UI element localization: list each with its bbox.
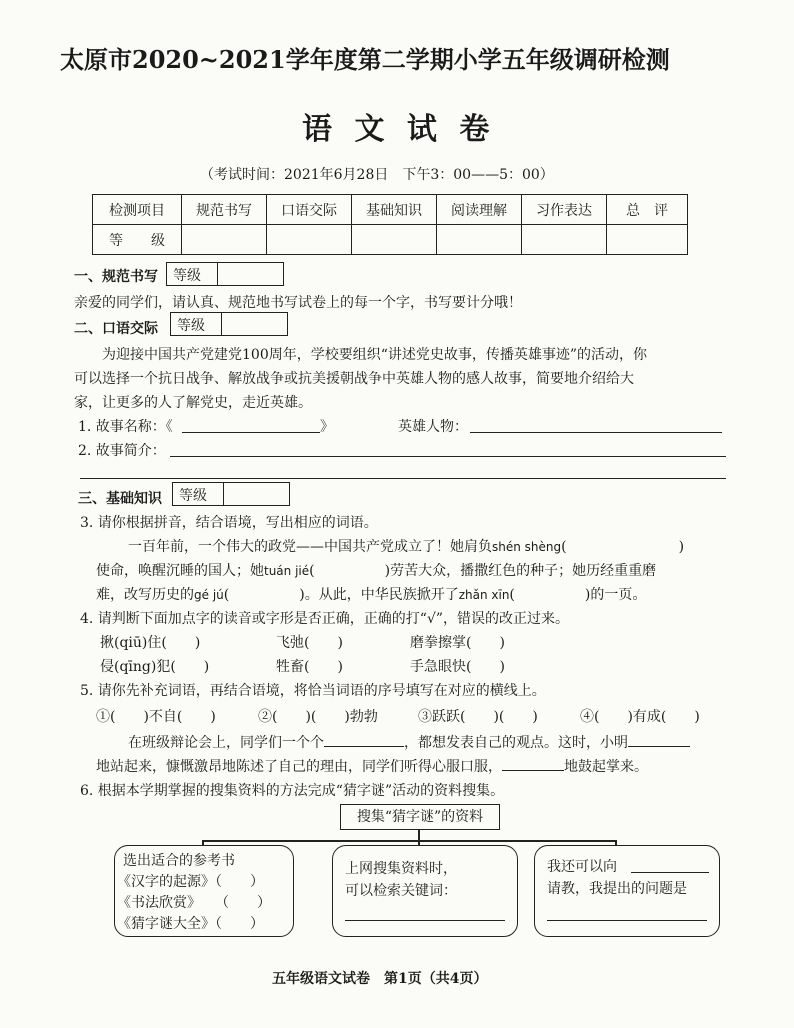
q5-word-1[interactable]: [96, 706, 216, 726]
q5-text: 地鼓起掌来。: [564, 759, 648, 775]
grade-cell[interactable]: [522, 225, 607, 255]
grade-cell[interactable]: [352, 225, 437, 255]
q5-word-text: )勃勃: [344, 709, 378, 725]
grade-header-cell: 口语交际: [267, 195, 352, 225]
pinyin: shén shèng: [492, 540, 562, 554]
q3-text: 劳苦大众，播撒红色的种子；她历经重重磨: [390, 563, 657, 579]
grade-header-cell: 总 评: [607, 195, 688, 225]
grade-label: 等级: [177, 318, 205, 334]
q5-word-text: )(: [305, 709, 317, 725]
subject-title: 语 文 试 卷: [302, 112, 496, 147]
grade-header-cell: 检测项目: [93, 195, 182, 225]
exam-time: （考试时间：2021年6月28日 下午3：00——5：00）: [200, 167, 554, 183]
diagram-title-box: [340, 804, 500, 830]
q5-word-text: )不自(: [143, 709, 183, 725]
q3-text: 一百年前，一个伟大的政党——中国共产党成立了！她肩负: [128, 539, 492, 555]
exam-title: 太原市2020~2021学年度第二学期小学五年级调研检测: [60, 45, 670, 74]
section3-title: 三、基础知识: [78, 491, 162, 507]
q4-item[interactable]: 揪(qiū)住( ): [100, 635, 201, 651]
q5-word-text: ②(: [258, 709, 278, 725]
q5-text: ，都想发表自己的观点。这时，小明: [404, 735, 628, 751]
online-search-line1: 上网搜集资料时，: [345, 861, 457, 877]
question-input[interactable]: [547, 920, 707, 921]
grade-header-cell: 规范书写: [182, 195, 267, 225]
grade-table: [92, 194, 688, 255]
book-title: 《汉字的起源》: [117, 874, 215, 890]
grade-header-cell: 习作表达: [522, 195, 607, 225]
section3-grade-box[interactable]: [172, 482, 290, 506]
q3-line2: [96, 560, 656, 580]
reference-books-title: 选出适合的参考书: [123, 853, 235, 869]
section1-title: 一、规范书写: [74, 269, 158, 285]
section2-paragraph-line: 家，让更多的人了解党史，走近英雄。: [74, 395, 312, 411]
diagram-title: 搜集“猜字谜”的资料: [356, 809, 484, 825]
story-name-close: 》: [320, 419, 334, 435]
reference-book-item[interactable]: 《猜字谜大全》（ ）: [117, 916, 264, 932]
answer-blank[interactable]: [628, 745, 690, 747]
answer-blank[interactable]: [324, 745, 404, 747]
section1-grade-box[interactable]: [166, 262, 284, 286]
q5-word-2[interactable]: [258, 706, 378, 726]
grade-table-header-row: [93, 195, 688, 225]
grade-header-cell: 基础知识: [352, 195, 437, 225]
hero-input[interactable]: [470, 432, 722, 433]
q4-item[interactable]: 牲畜( ): [276, 659, 343, 675]
pinyin: tuán jié: [264, 564, 310, 578]
q3-line3: [96, 584, 646, 604]
story-intro-label: 2. 故事简介：: [78, 443, 166, 459]
grade-cell[interactable]: [182, 225, 267, 255]
q5-paragraph-line1: [128, 732, 690, 752]
q5-word-text: ): [694, 709, 700, 725]
q5-word-text: ): [210, 709, 216, 725]
q5-word-text: ④(: [580, 709, 600, 725]
ask-person-input[interactable]: [631, 872, 709, 873]
q4-item[interactable]: 磨拳擦掌( ): [410, 635, 505, 651]
book-title: 《猜字谜大全》: [117, 916, 215, 932]
grade-cell[interactable]: [267, 225, 352, 255]
pinyin: gé jú: [194, 588, 224, 602]
pinyin: zhǎn xīn: [458, 588, 510, 602]
grade-cell[interactable]: [607, 225, 688, 255]
q4-item[interactable]: 侵(qīng)犯( ): [100, 659, 210, 675]
q5-word-3[interactable]: [418, 706, 538, 726]
online-search-line2: 可以检索关键词：: [345, 883, 457, 899]
q4-item[interactable]: 手急眼快( ): [410, 659, 505, 675]
answer-blank[interactable]: ( ): [561, 539, 685, 555]
q3-line1: [128, 536, 684, 556]
answer-blank[interactable]: ( ): [509, 587, 591, 603]
q5-word-4[interactable]: [580, 706, 700, 726]
grade-label: 等级: [179, 488, 207, 504]
section2-paragraph-line: 为迎接中国共产党建党100周年，学校要组织“讲述党史故事，传播英雄事迹”的活动，你: [102, 347, 648, 363]
ask-someone-box: [534, 845, 720, 937]
q5-prompt: 5. 请你先补充词语，再结合语境，将恰当词语的序号填写在对应的横线上。: [80, 683, 546, 699]
online-search-box: [332, 845, 518, 937]
diagram-connector: [418, 830, 420, 840]
ask-someone-line2: 请教，我提出的问题是: [547, 881, 687, 897]
q4-prompt: 4. 请判断下面加点字的读音或字形是否正确，正确的打“√”，错误的改正过来。: [80, 611, 570, 627]
grade-row-label: 等 级: [93, 225, 182, 255]
page-footer: 五年级语文试卷 第1页（共4页）: [272, 971, 488, 987]
q3-text: 。从此，中华民族掀开了: [304, 587, 459, 603]
answer-blank[interactable]: [502, 769, 564, 771]
story-intro-input[interactable]: [170, 456, 726, 457]
q3-text: 难，改写历史的: [96, 587, 194, 603]
grade-cell[interactable]: [437, 225, 522, 255]
book-title: 《书法欣赏》: [117, 895, 194, 911]
reference-book-item[interactable]: 《书法欣赏》 （ ）: [117, 895, 271, 911]
q3-text: 的一页。: [590, 587, 647, 603]
story-name-input[interactable]: [182, 432, 320, 433]
answer-blank[interactable]: ( ): [223, 587, 305, 603]
q5-word-text: ①(: [96, 709, 116, 725]
q5-word-text: ): [532, 709, 538, 725]
q6-prompt: 6. 根据本学期掌握的搜集资料的方法完成“猜字谜”活动的资料搜集。: [80, 783, 505, 799]
q4-item[interactable]: 飞弛( ): [276, 635, 343, 651]
section2-grade-box[interactable]: [170, 312, 288, 336]
section2-paragraph-line: 可以选择一个抗日战争、解放战争或抗美援朝战争中英雄人物的感人故事，简要地介绍给大: [74, 371, 634, 387]
q3-prompt: 3. 请你根据拼音，结合语境，写出相应的词语。: [80, 515, 378, 531]
story-intro-input-2[interactable]: [80, 478, 726, 479]
reference-books-box: [114, 845, 294, 937]
q5-text: 在班级辩论会上，同学们一个个: [128, 735, 324, 751]
q5-text: 地站起来，慷慨激昂地陈述了自己的理由，同学们听得心服口服，: [96, 759, 502, 775]
grade-table-value-row: [93, 225, 688, 255]
answer-blank[interactable]: ( ): [309, 563, 391, 579]
q5-word-text: )(: [493, 709, 505, 725]
q3-text: 使命，唤醒沉睡的国人；她: [96, 563, 264, 579]
ask-someone-line1: 我还可以向: [547, 859, 617, 875]
hero-label: 英雄人物：: [398, 419, 468, 435]
q5-word-text: ③跃跃(: [418, 709, 466, 725]
diagram-connector: [202, 840, 616, 842]
keyword-input[interactable]: [345, 920, 505, 921]
section1-instruction: 亲爱的同学们，请认真、规范地书写试卷上的每一个字，书写要计分哦！: [74, 295, 522, 311]
q5-paragraph-line2: [96, 756, 648, 776]
reference-book-item[interactable]: 《汉字的起源》（ ）: [117, 874, 264, 890]
grade-header-cell: 阅读理解: [437, 195, 522, 225]
q5-word-text: )有成(: [627, 709, 667, 725]
grade-label: 等级: [173, 268, 201, 284]
section2-title: 二、口语交际: [74, 321, 158, 337]
story-name-label: 1. 故事名称：《: [78, 419, 173, 435]
